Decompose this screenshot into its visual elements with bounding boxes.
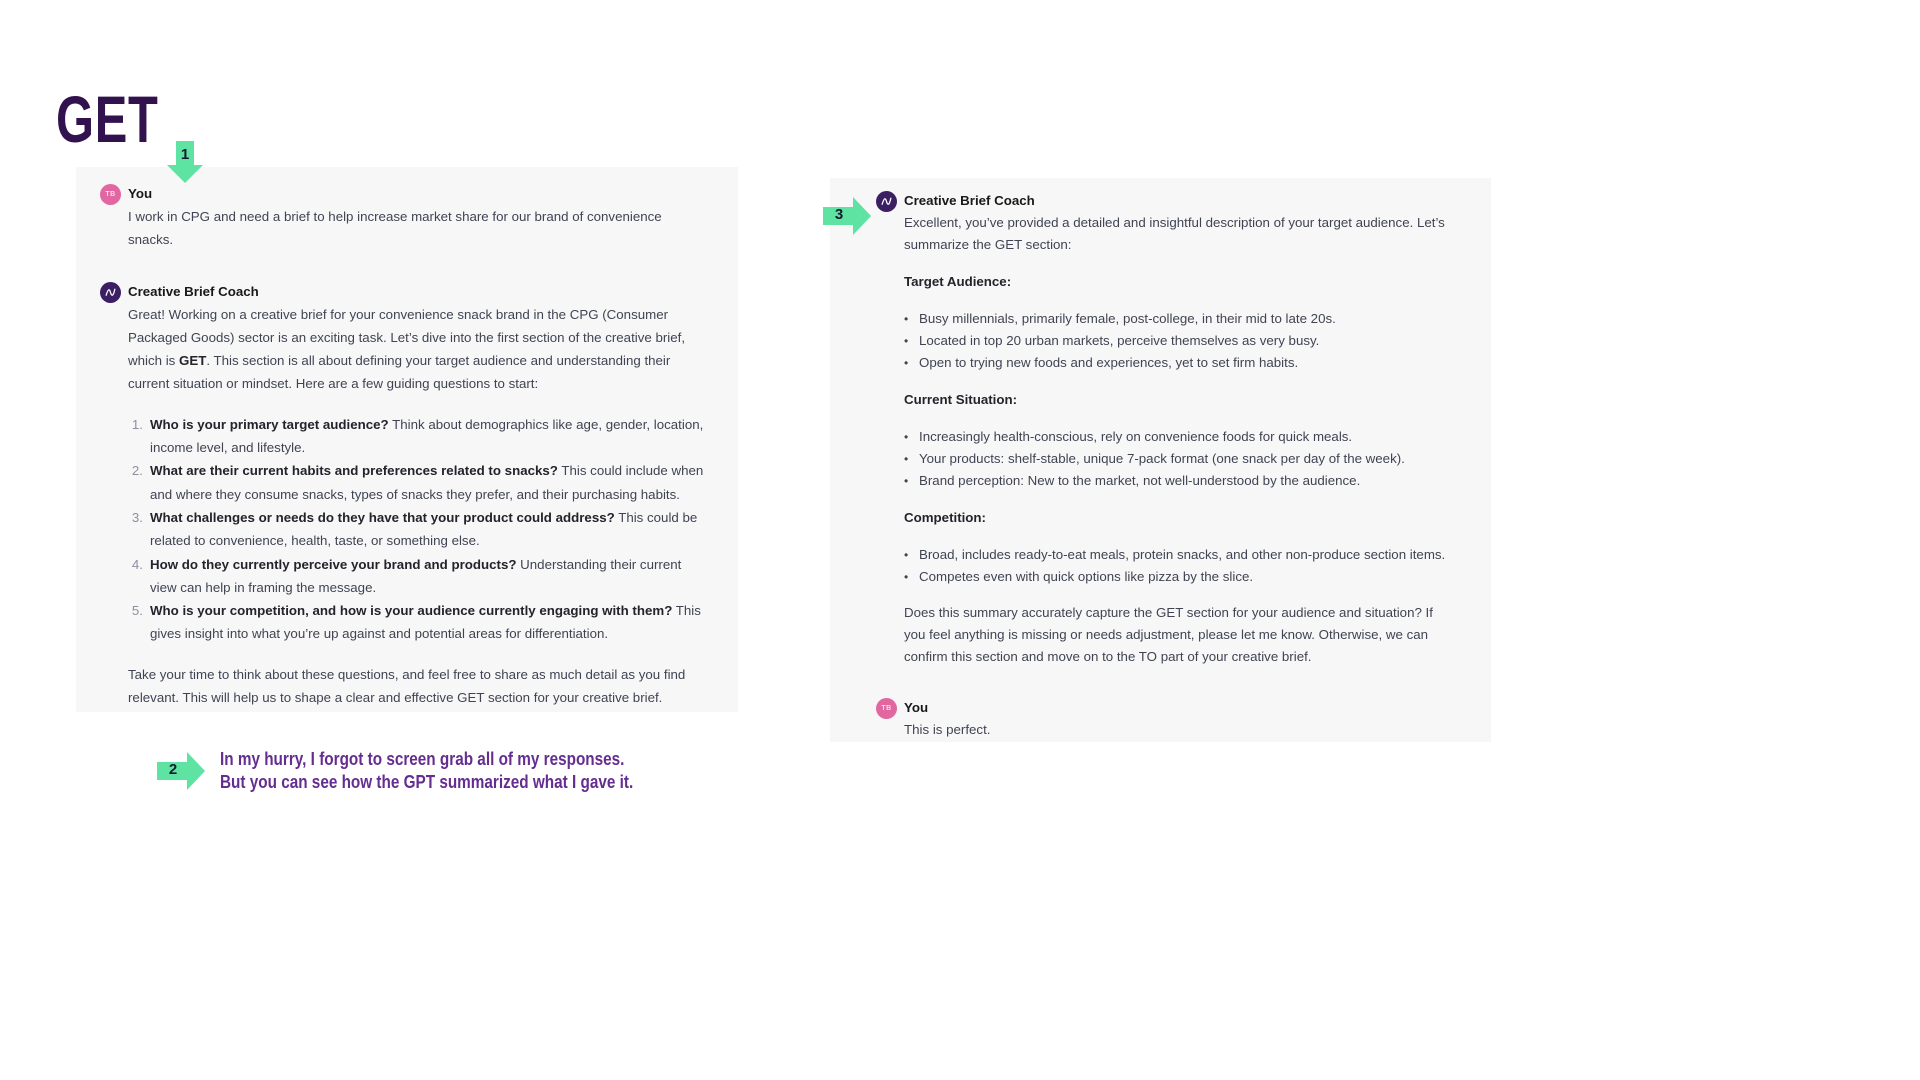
message-text-outro: Take your time to think about these questions, and feel free to share as much detail as you find relevant. This will help us to shape a clear and effective GET section for your creative brief.	[128, 666, 686, 706]
summary-section-target-audience	[904, 272, 1451, 374]
question-item	[128, 599, 704, 646]
question-number: 2.	[131, 463, 143, 479]
intro-text-cont: . This section is all about defining your target audience and understanding their current situation or mindset. Here are a few guiding questions to start:	[128, 353, 671, 392]
summary-section-current-situation	[904, 390, 1451, 492]
bullet-item: • Competes even with quick options like pizza by the slice.	[904, 566, 1451, 588]
message-text-outro: Does this summary accurately capture the GET section for your audience and situation? If you feel anything is missing or needs adjustment, please let me know. Otherwise, we can confirm this section and move on to the TO part of your creative brief.	[904, 605, 1433, 664]
callout-arrow-1	[167, 141, 203, 183]
annotation-note-line-2: But you can see how the GPT summarized what I gave it.	[220, 771, 634, 792]
coach-avatar-logo-icon	[104, 286, 117, 299]
question-text: How do they currently perceive your brand and products? Understanding their current view can help in framing the message.	[150, 556, 682, 595]
callout-arrow-3	[823, 197, 871, 235]
question-item	[128, 459, 704, 506]
question-item	[128, 506, 704, 553]
question-text: What challenges or needs do they have that your product could address? This could be related to convenience, health, taste, or something else.	[150, 509, 698, 549]
message-author: Creative Brief Coach	[904, 193, 1035, 208]
question-number: 1.	[131, 416, 143, 432]
bullet-item: • Busy millennials, primarily female, post-college, in their mid to late 20s.	[904, 308, 1451, 330]
callout-number-2: 2	[168, 761, 178, 778]
question-text: Who is your competition, and how is your audience currently engaging with them? This gives insight into what you’re up against and potential areas for differentiation.	[150, 603, 701, 642]
bullet-item: • Brand perception: New to the market, not well-understood by the audience.	[904, 470, 1451, 492]
question-text: What are their current habits and preferences related to snacks? This could include when and where they consume snacks, types of snacks they prefer, and their purchasing habits.	[150, 463, 704, 502]
question-number: 3.	[131, 509, 143, 525]
coach-avatar	[876, 191, 897, 212]
message-author: You	[128, 186, 153, 201]
callout-number-1: 1	[180, 146, 190, 163]
chat-message-coach	[876, 191, 1451, 668]
question-item	[128, 553, 704, 600]
guiding-questions-list	[128, 413, 704, 646]
bullet-item: • Your products: shelf-stable, unique 7-pack format (one snack per day of the week).	[904, 448, 1451, 470]
user-avatar-initials: TB	[881, 705, 892, 712]
section-heading: Current Situation:	[904, 392, 1018, 407]
section-heading: Target Audience:	[904, 274, 1012, 289]
question-text: Who is your primary target audience? Think about demographics like age, gender, location, income level, and lifestyle.	[150, 416, 704, 456]
bullet-list	[904, 308, 1451, 374]
summary-section-competition	[904, 508, 1451, 588]
bullet-item: • Broad, includes ready-to-eat meals, protein snacks, and other non-produce section items.	[904, 544, 1451, 566]
annotation-note-line-1: In my hurry, I forgot to screen grab all of my responses.	[220, 749, 625, 769]
annotation-note	[220, 748, 633, 793]
user-avatar	[876, 698, 897, 719]
bullet-item: • Located in top 20 urban markets, perceive themselves as very busy.	[904, 330, 1451, 352]
chat-message-user	[100, 184, 704, 252]
intro-text: Great! Working on a creative brief for your convenience snack brand in the CPG (Consumer Packaged Goods) sector is an exciting task. Let’s dive into the first section of the creative brief, which is	[128, 306, 686, 369]
coach-avatar-logo-icon	[880, 195, 893, 208]
intro-bold-text: GET	[179, 353, 207, 369]
message-text: I work in CPG and need a brief to help increase market share for our brand of convenience snacks.	[128, 209, 662, 248]
section-heading: Competition:	[904, 510, 986, 525]
chat-screenshot-left	[76, 167, 738, 712]
bullet-item: • Increasingly health-conscious, rely on convenience foods for quick meals.	[904, 426, 1451, 448]
chat-message-user	[876, 698, 1451, 741]
bullet-item: • Open to trying new foods and experiences, yet to set firm habits.	[904, 352, 1451, 374]
bullet-list	[904, 426, 1451, 492]
question-number: 4.	[131, 556, 143, 572]
message-text: Excellent, you’ve provided a detailed and insightful description of your target audience. Let’s summarize the GET section:	[904, 215, 1445, 252]
bullet-list	[904, 544, 1451, 588]
message-author: You	[904, 700, 929, 715]
coach-avatar	[100, 282, 121, 303]
message-text	[128, 303, 704, 396]
chat-message-coach	[100, 282, 704, 710]
message-text: This is perfect.	[904, 722, 991, 737]
user-avatar-initials: TB	[105, 191, 116, 198]
callout-number-3: 3	[834, 206, 844, 223]
chat-screenshot-right	[830, 178, 1491, 742]
message-author: Creative Brief Coach	[128, 283, 259, 299]
question-number: 5.	[131, 603, 143, 619]
question-item	[128, 413, 704, 460]
page-title: GET	[56, 82, 159, 157]
user-avatar	[100, 184, 121, 205]
callout-arrow-2	[157, 752, 205, 790]
